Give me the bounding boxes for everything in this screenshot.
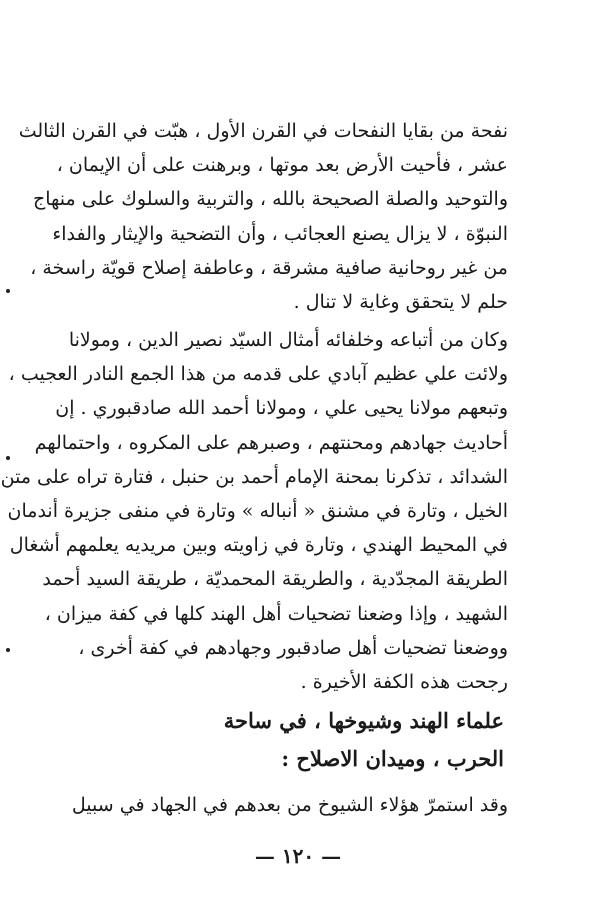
- text-line: النبوّة ، لا يزال يصنع العجائب ، وأن التضحية والإيثار والفداء: [52, 222, 508, 245]
- paragraph-3: [71, 788, 508, 822]
- text-line: والتوحيد والصلة الصحيحة بالله ، والتربية والسلوك على منهاج: [32, 188, 508, 211]
- margin-dot: [6, 456, 10, 460]
- text-line: ووضعنا تضحيات أهل صادقبور وجهادهم في كفة أخرى ،: [78, 636, 508, 659]
- text-line: الطريقة المجدّدية ، والطريقة المحمديّة ، طريقة السيد أحمد: [42, 568, 508, 591]
- text-line: في المحيط الهندي ، وتارة في زاويته وبين مريديه يعلمهم أشغال: [9, 534, 508, 557]
- text-line: نفحة من بقايا النفحات في القرن الأول ، هبّت في القرن الثالث: [18, 120, 508, 142]
- text-line: حلم لا يتحقق وغاية لا تنال .: [293, 290, 508, 313]
- text-line: الخيل ، وتارة في مشنق « أنباله » وتارة في منفى جزيرة أندمان: [7, 499, 508, 522]
- text-line: وتبعهم مولانا يحيى علي ، ومولانا أحمد الله صادقبوري . إن: [55, 397, 508, 420]
- margin-dot: [6, 648, 10, 652]
- text-line: الشهيد ، وإذا وضعنا تضحيات أهل الهند كلها في كفة ميزان ،: [44, 602, 508, 625]
- text-line: الشدائد ، تذكرنا بمحنة الإمام أحمد بن حنبل ، فتارة تراه على متن: [0, 465, 508, 488]
- text-line: ولائت علي عظيم آبادي على قدمه من هذا الجمع النادر العجيب ،: [8, 363, 508, 386]
- paragraph-2: [0, 323, 508, 699]
- text-line: رجحت هذه الكفة الأخيرة .: [300, 670, 508, 693]
- page-number: — ١٢٠ —: [254, 844, 342, 868]
- text-line: من غير روحانية صافية مشرقة ، وعاطفة إصلاح قويّة راسخة ،: [30, 256, 508, 279]
- paragraph-1: [18, 114, 508, 319]
- margin-dot: [6, 289, 10, 293]
- text-line: وكان من أتباعه وخلفائه أمثال السيّد نصير الدين ، ومولانا: [68, 329, 508, 351]
- text-line: أحاديث جهادهم ومحنتهم ، وصبرهم على المكروه ، واحتمالهم: [34, 431, 508, 454]
- section-heading: [174, 702, 504, 778]
- heading-line: الحرب ، وميدان الاصلاح :: [281, 746, 504, 771]
- text-line: وقد استمرّ هؤلاء الشيوخ من بعدهم في الجهاد في سبيل: [71, 794, 508, 816]
- heading-line: علماء الهند وشيوخها ، في ساحة: [223, 708, 504, 733]
- text-line: عشر ، فأحيت الأرض بعد موتها ، وبرهنت على أن الإيمان ،: [56, 154, 508, 177]
